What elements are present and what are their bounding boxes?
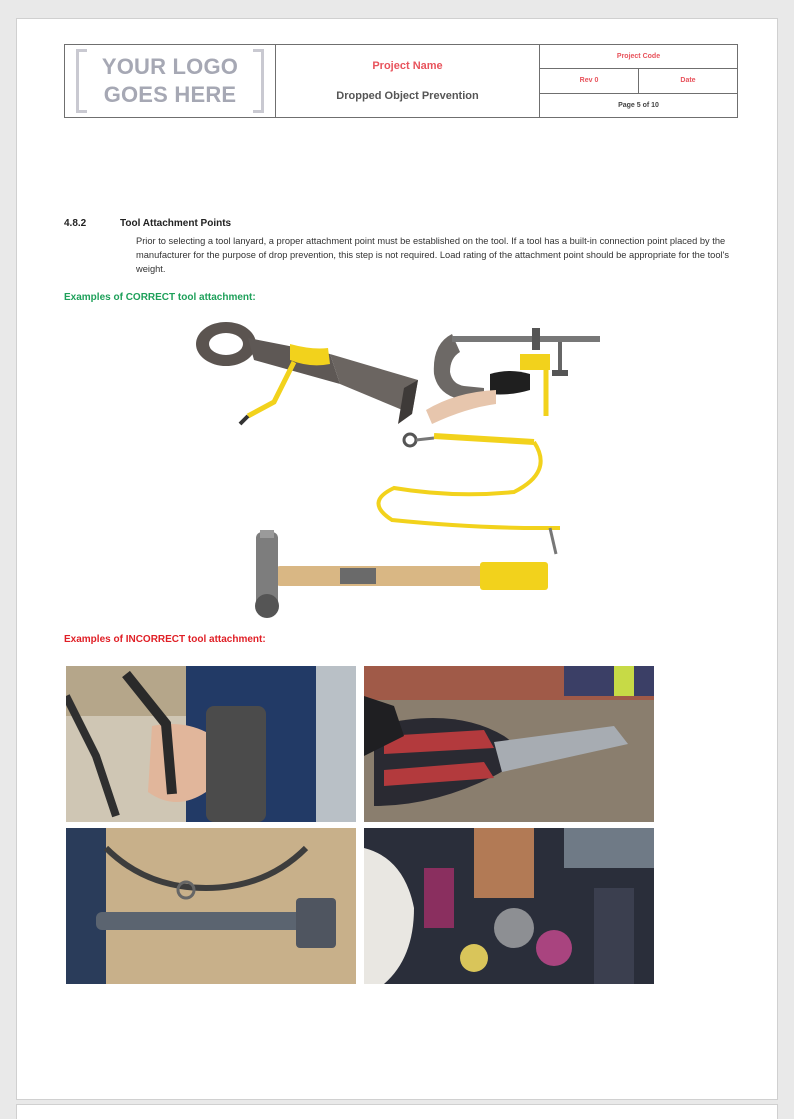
- logo-line-1: YOUR LOGO: [101, 54, 239, 79]
- document-header: [64, 44, 738, 118]
- date-label: Date: [638, 69, 737, 92]
- incorrect-photo-radio: [66, 666, 356, 822]
- project-name: Project Name: [372, 60, 443, 72]
- meta-cell: [540, 45, 737, 117]
- correct-attachment-illustration: [190, 314, 620, 624]
- document-title: Dropped Object Prevention: [336, 90, 479, 102]
- meta-row-page: [540, 94, 737, 117]
- title-cell: [276, 45, 540, 117]
- rev-label: Rev 0: [579, 77, 599, 85]
- clamp-icon: [426, 328, 600, 424]
- meta-row-code: [540, 45, 737, 69]
- logo-line-2: GOES HERE: [103, 82, 237, 107]
- section-title: Tool Attachment Points: [120, 218, 232, 229]
- meta-row-rev: [540, 69, 737, 93]
- incorrect-photo-floor-lanyard: [66, 828, 356, 984]
- incorrect-photo-tool-belt: [364, 828, 654, 984]
- incorrect-photo-cutters: [364, 666, 654, 822]
- correct-examples-label: Examples of CORRECT tool attachment:: [64, 292, 256, 303]
- wrench-icon: [196, 322, 418, 424]
- hammer-icon: [255, 434, 560, 618]
- page-number: Page 5 of 10: [618, 101, 659, 109]
- logo-placeholder: [76, 49, 264, 113]
- logo-cell: [65, 45, 276, 117]
- incorrect-examples-label: Examples of INCORRECT tool attachment:: [64, 634, 266, 645]
- project-code-label: Project Code: [616, 53, 661, 61]
- section-number: 4.8.2: [64, 218, 87, 229]
- next-page-edge: [16, 1104, 778, 1119]
- section-paragraph: Prior to selecting a tool lanyard, a proper attachment point must be established on the tool. If a tool has a built-in connection point placed by the manufacturer for the purpose of drop prevention, this step is not required. Load rating of the attachment point should be appropriate for the tool's weight.: [136, 236, 730, 274]
